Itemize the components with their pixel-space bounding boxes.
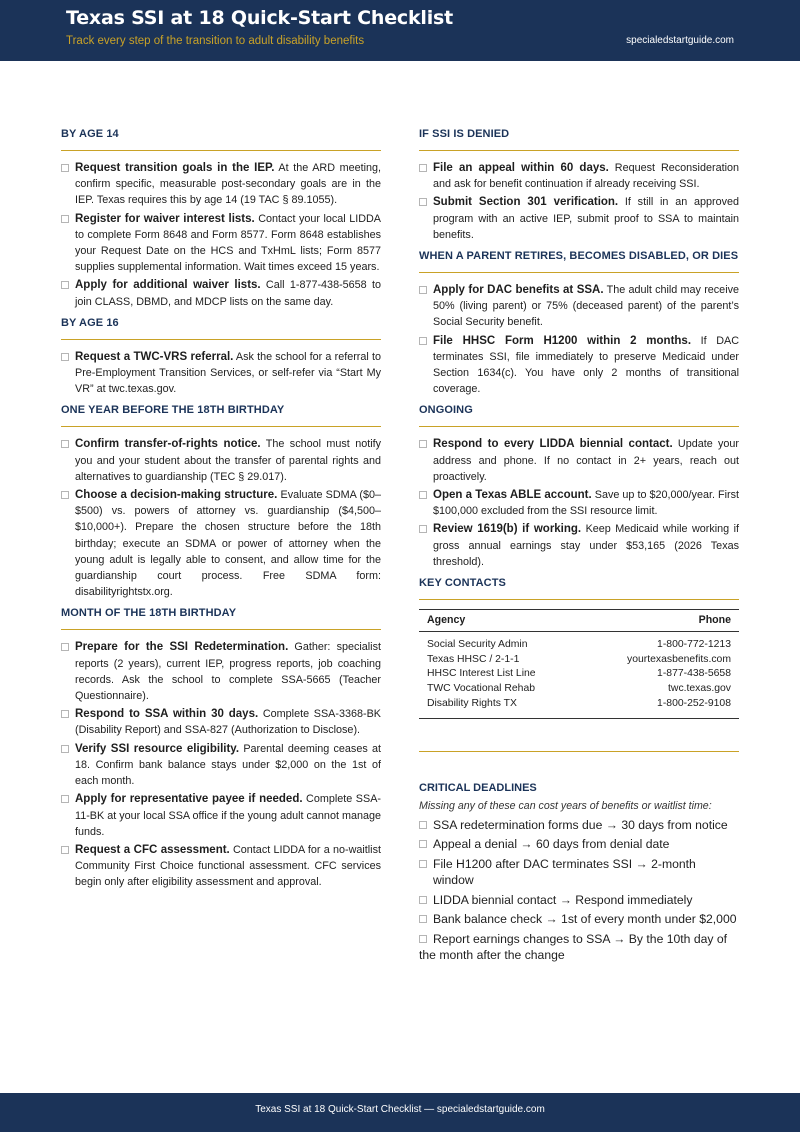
footer-text: Texas SSI at 18 Quick-Start Checklist — specialedstartguide.com: [255, 1104, 545, 1115]
phone-cell[interactable]: 1-800-772-1213: [657, 639, 731, 651]
section-title: KEY CONTACTS: [419, 577, 739, 600]
section-parent-retires: [419, 250, 739, 397]
document-subtitle: Track every step of the transition to adult disability benefits: [66, 35, 365, 47]
phone-cell[interactable]: 1-877-438-5658: [657, 668, 731, 680]
left-column: [61, 128, 381, 898]
deadline-item[interactable]: [419, 911, 739, 928]
deadline-text: SSA redetermination forms due → 30 days from notice: [433, 817, 728, 832]
agency-cell: HHSC Interest List Line: [427, 668, 536, 680]
item-lead: Apply for representative payee if needed.: [75, 793, 303, 806]
section-month-of-18th: [61, 607, 381, 890]
contacts-table: [419, 609, 739, 719]
item-lead: Verify SSI resource eligibility.: [75, 742, 240, 755]
checklist-item[interactable]: [419, 521, 739, 570]
deadline-item[interactable]: [419, 817, 739, 834]
section-subtitle: Missing any of these can cost years of benefits or waitlist time:: [419, 799, 712, 812]
deadline-item[interactable]: [419, 856, 739, 889]
table-row: [419, 667, 739, 682]
checkbox-icon[interactable]: [61, 795, 69, 803]
deadline-text: Report earnings changes to SSA → By the 10th day of the month after the change: [419, 931, 728, 963]
section-title: MONTH OF THE 18TH BIRTHDAY: [61, 607, 381, 630]
checkbox-icon[interactable]: [419, 525, 427, 533]
checklist-item[interactable]: [61, 791, 381, 840]
section-title: BY AGE 14: [61, 128, 381, 151]
item-text: Evaluate SDMA ($0–$500) vs. powers of attorney vs. guardianship ($4,500–$10,000+). Prepare the chosen structure before the 18th birthday; execute an SDMA or power of attorney when the young adult is legally able to consent, and allow time for the guardianship court process. Free SDMA form: disabilityrightstx.org.: [75, 489, 381, 599]
item-text: Contact your local LIDDA to complete Form 8648 and Form 8577. Form 8648 establishes your Request Date on the HCS and TxHmL lists; Form 8577 supplies supplemental information. Wait times exceed 15 years.: [75, 212, 381, 274]
deadline-text: Bank balance check → 1st of every month under $2,000: [433, 912, 737, 927]
phone-cell[interactable]: yourtexasbenefits.com: [627, 653, 731, 665]
item-lead: Respond to every LIDDA biennial contact.: [433, 438, 673, 451]
checklist-item[interactable]: [61, 277, 381, 309]
item-lead: Confirm transfer-of-rights notice.: [75, 438, 261, 451]
checkbox-icon[interactable]: [61, 281, 69, 289]
checklist-item[interactable]: [61, 487, 381, 600]
deadline-text: File H1200 after DAC terminates SSI → 2-month window: [433, 856, 696, 888]
item-lead: Apply for DAC benefits at SSA.: [433, 284, 604, 297]
item-text: If DAC terminates SSI, file immediately to preserve Medicaid under Section 1634(c). You have only 2 months of transitional coverage.: [433, 334, 739, 396]
item-text: The adult child may receive 50% (living parent) or 75% (deceased parent) of the parent’s Social Security benefit.: [433, 284, 739, 329]
section-critical-deadlines: [419, 782, 739, 964]
checkbox-icon[interactable]: [61, 846, 69, 854]
checklist-item[interactable]: [419, 487, 739, 519]
deadline-text: LIDDA biennial contact → Respond immediately: [433, 892, 693, 907]
checkbox-icon[interactable]: [419, 840, 427, 848]
item-text: Save up to $20,000/year. First $100,000 excluded from the SSI resource limit.: [433, 489, 740, 518]
item-lead: Apply for additional waiver lists.: [75, 279, 261, 292]
item-lead: Choose a decision-making structure.: [75, 489, 278, 502]
item-text: Gather: specialist reports (2 years), current IEP, progress reports, job coaching records. Ask the school to complete SSA-5665 (Teacher Questionnaire).: [75, 641, 381, 703]
item-lead: Prepare for the SSI Redetermination.: [75, 641, 289, 654]
column-header-agency: Agency: [419, 610, 582, 632]
item-lead: Request a TWC-VRS referral.: [75, 350, 234, 363]
item-lead: Request transition goals in the IEP.: [75, 162, 275, 174]
table-row: [419, 682, 739, 697]
checklist-item[interactable]: [419, 194, 739, 243]
deadline-item[interactable]: [419, 892, 739, 909]
checkbox-icon[interactable]: [419, 860, 427, 868]
section-title: ONGOING: [419, 404, 739, 427]
section-title: IF SSI IS DENIED: [419, 128, 739, 151]
checkbox-icon[interactable]: [419, 896, 427, 904]
item-text: Keep Medicaid while working if gross annual earnings stay under $53,165 (2026 Texas threshold).: [433, 523, 739, 568]
deadline-item[interactable]: [419, 931, 739, 964]
website-link[interactable]: specialedstartguide.com: [626, 35, 734, 46]
table-row: [419, 697, 739, 718]
item-text: Update your address and phone. If no contact in 2+ years, reach out proactively.: [433, 438, 739, 483]
section-one-year-before: [61, 404, 381, 600]
item-text: Parental deeming ceases at 18. Confirm bank balance stays under $2,000 on the 1st of each month.: [75, 742, 381, 788]
checklist-item[interactable]: [419, 282, 739, 331]
section-title: CRITICAL DEADLINES: [419, 781, 537, 794]
section-by-age-14: [61, 128, 381, 310]
checkbox-icon[interactable]: [419, 337, 427, 345]
checkbox-icon[interactable]: [61, 353, 69, 361]
section-title: WHEN A PARENT RETIRES, BECOMES DISABLED, OR DIES: [419, 250, 739, 273]
divider: [419, 751, 739, 752]
page-header: [0, 0, 800, 61]
item-text: The school must notify you and your student about the transfer of parental rights and alternatives to guardianship (TEC § 29.017).: [75, 438, 382, 483]
item-text: Complete SSA-11-BK at your local SSA office if the young adult cannot manage funds.: [75, 793, 381, 838]
checklist-item[interactable]: [61, 639, 381, 704]
table-row: [419, 632, 739, 653]
checkbox-icon[interactable]: [61, 745, 69, 753]
column-header-phone: Phone: [582, 610, 739, 632]
section-key-contacts: [419, 577, 739, 752]
checkbox-icon[interactable]: [61, 710, 69, 718]
document-title: Texas SSI at 18 Quick-Start Checklist: [66, 7, 453, 29]
agency-cell: TWC Vocational Rehab: [427, 683, 536, 695]
item-lead: File an appeal within 60 days.: [433, 162, 609, 174]
item-text: At the ARD meeting, confirm specific, measurable post-secondary goals are in the IEP. Texas requires this by age 14 (19 TAC § 89.1055).: [75, 162, 381, 207]
item-lead: Review 1619(b) if working.: [433, 523, 582, 536]
item-text: Complete SSA-3368-BK (Disability Report) and SSA-827 (Authorization to Disclose).: [75, 708, 381, 737]
checkbox-icon[interactable]: [419, 286, 427, 294]
phone-cell[interactable]: twc.texas.gov: [668, 683, 731, 695]
item-text: Contact LIDDA for a no-waitlist Community First Choice functional assessment. CFC services begin only after eligibility assessment and approval.: [75, 843, 381, 889]
section-ongoing: [419, 404, 739, 570]
deadline-item[interactable]: [419, 836, 739, 853]
section-title: ONE YEAR BEFORE THE 18TH BIRTHDAY: [61, 404, 381, 427]
checklist-item[interactable]: [419, 436, 739, 485]
deadline-text: Appeal a denial → 60 days from denial date: [433, 837, 670, 852]
checklist-item[interactable]: [61, 349, 381, 398]
item-lead: Request a CFC assessment.: [75, 843, 230, 856]
table-row: [419, 653, 739, 668]
agency-cell: Disability Rights TX: [427, 697, 517, 709]
checkbox-icon[interactable]: [61, 491, 69, 499]
section-if-denied: [419, 128, 739, 243]
checklist-item[interactable]: [61, 706, 381, 738]
checklist-item[interactable]: [419, 333, 739, 398]
checkbox-icon[interactable]: [61, 643, 69, 651]
checkbox-icon[interactable]: [61, 164, 69, 172]
checkbox-icon[interactable]: [419, 915, 427, 923]
item-lead: File HHSC Form H1200 within 2 months.: [433, 334, 692, 347]
section-by-age-16: [61, 317, 381, 398]
checkbox-icon[interactable]: [419, 164, 427, 172]
phone-cell[interactable]: 1-800-252-9108: [657, 697, 731, 709]
checklist-item[interactable]: [61, 160, 381, 209]
checklist-item[interactable]: [419, 160, 739, 192]
agency-cell: Texas HHSC / 2-1-1: [427, 653, 520, 665]
checklist-item[interactable]: [61, 211, 381, 276]
page-footer: [0, 1093, 800, 1132]
checklist-item[interactable]: [61, 741, 381, 790]
item-text: If still in an approved program with an active IEP, submit proof to SSA to maintain benefits.: [433, 196, 740, 241]
item-text: Ask the school for a referral to Pre-Employment Transition Services, or self-refer via “Start My VR” at twc.texas.gov.: [75, 350, 381, 396]
checklist-item[interactable]: [61, 436, 381, 485]
checkbox-icon[interactable]: [419, 198, 427, 206]
item-lead: Respond to SSA within 30 days.: [75, 708, 259, 721]
item-text: Request Reconsideration and ask for benefit continuation if already receiving SSI.: [433, 162, 739, 191]
table-header-row: [419, 610, 739, 632]
section-title: BY AGE 16: [61, 317, 381, 340]
item-lead: Register for waiver interest lists.: [75, 212, 255, 225]
checkbox-icon[interactable]: [419, 440, 427, 448]
item-text: Call 1-877-438-5658 to join CLASS, DBMD, and MDCP lists on the same day.: [75, 279, 381, 308]
agency-cell: Social Security Admin: [427, 639, 528, 651]
checkbox-icon[interactable]: [61, 440, 69, 448]
right-column: [419, 128, 739, 967]
item-lead: Open a Texas ABLE account.: [433, 489, 592, 502]
checkbox-icon[interactable]: [419, 821, 427, 829]
checkbox-icon[interactable]: [419, 935, 427, 943]
checkbox-icon[interactable]: [61, 215, 69, 223]
checklist-item[interactable]: [61, 842, 381, 891]
checkbox-icon[interactable]: [419, 491, 427, 499]
item-lead: Submit Section 301 verification.: [433, 196, 619, 209]
